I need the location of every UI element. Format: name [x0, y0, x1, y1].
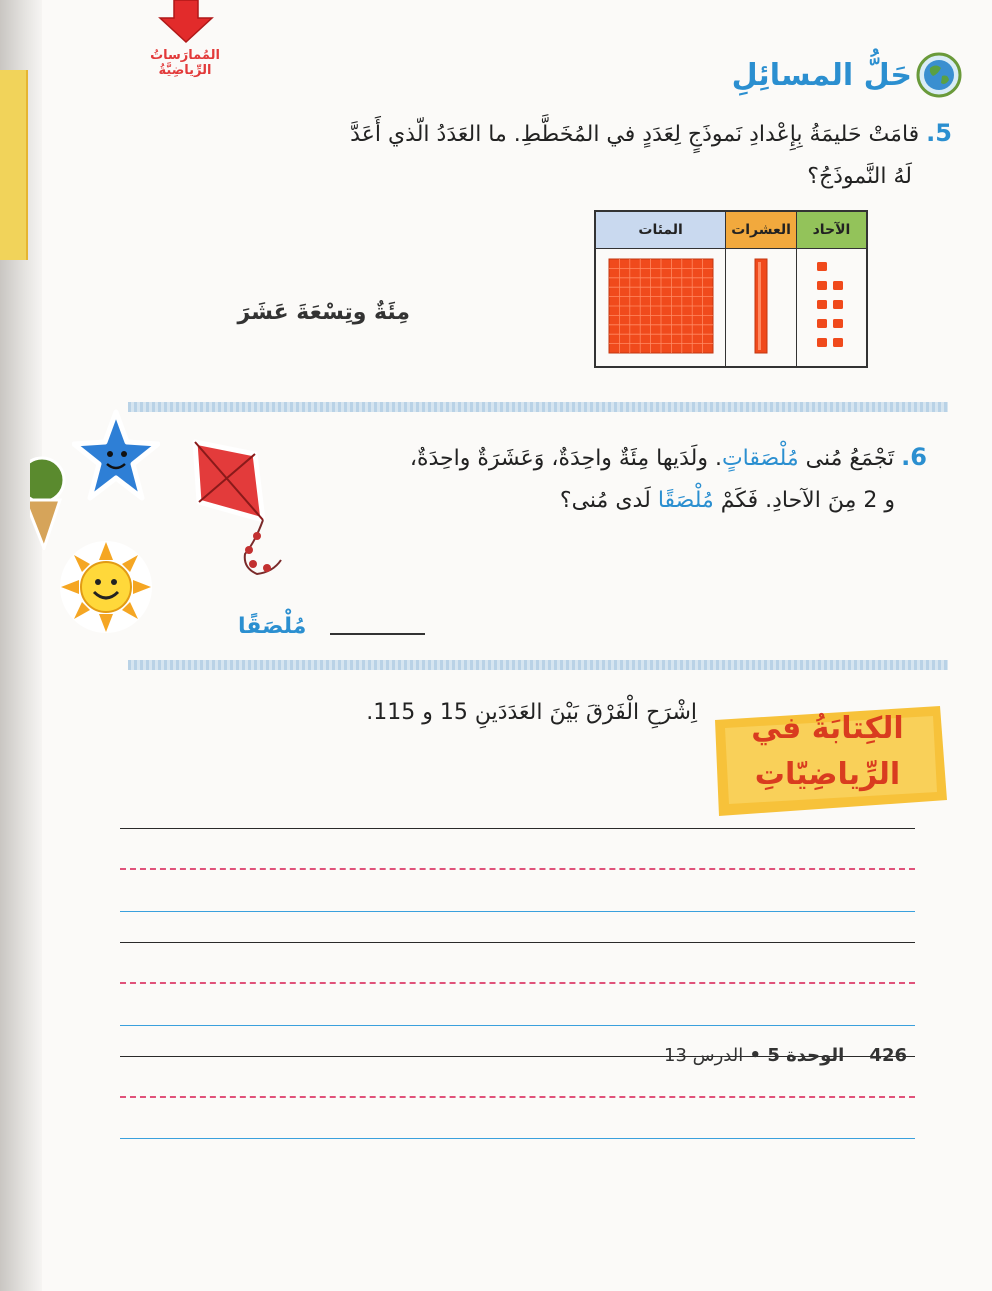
page-number: 426 [869, 1045, 907, 1066]
kite-sticker-icon [185, 432, 295, 584]
question-number: 6. [901, 443, 927, 471]
hundreds-cell [595, 249, 726, 368]
answer-unit: مُلْصَقًا [238, 614, 307, 639]
q5-answer: مِئَةٌ وتِسْعَةَ عَشَرَ [237, 300, 410, 325]
place-value-chart [594, 210, 868, 368]
hundred-flat-block [608, 258, 714, 354]
ice-cream-sticker-icon [30, 440, 70, 550]
ten-rod-block [753, 258, 769, 354]
sticker-highlight: مُلْصَقًا [657, 488, 714, 513]
page-footer [664, 1045, 907, 1066]
tens-header: العشرات [726, 211, 797, 249]
question-text-line2: لَهُ النَّموذَجُ؟ [807, 164, 912, 189]
writing-line-top[interactable] [120, 828, 915, 829]
unit-label: الوحدة 5 [767, 1045, 845, 1066]
sun-sticker-icon [56, 536, 156, 638]
question-number: 5. [926, 119, 952, 147]
writing-line-base [120, 1138, 915, 1139]
practices-label-line1: المُمارَساتُ [150, 48, 220, 63]
down-arrow-icon [158, 0, 214, 44]
question-text-line1: قامَتْ حَليمَةُ بِإِعْدادِ نَموذَجٍ لِعَدَدٍ في المُخَطَّطِ. ما العَدَدُ الّذي أَعَدَّ [350, 122, 920, 147]
section-divider [128, 660, 948, 670]
question-text-part: . ولَدَيها مِئَةٌ واحِدَةٌ، وَعَشَرَةٌ واحِدَةٌ، [409, 446, 722, 471]
section-title: حَلُّ المسائِلِ [731, 58, 912, 93]
question-text-part: و 2 مِنَ الآحادِ. فَكَمْ [713, 488, 895, 513]
lesson-label: الدرس 13 [664, 1045, 744, 1066]
writing-line-mid [120, 982, 915, 984]
question-text-part: تَجْمَعُ مُنى [798, 446, 895, 471]
writing-in-math-badge [705, 700, 950, 820]
stickers-highlight: مُلْصَقاتٍ [721, 446, 799, 471]
globe-icon [916, 52, 962, 98]
question-6 [287, 436, 927, 522]
tens-cell [726, 249, 797, 368]
answer-blank[interactable] [330, 633, 425, 635]
question-5 [112, 112, 952, 198]
badge-line1: الكِتابَةُ في [751, 711, 904, 746]
one-unit-blocks [811, 258, 851, 354]
writing-line-top[interactable] [120, 942, 915, 943]
star-sticker-icon [72, 408, 160, 508]
hundreds-header: المئات [595, 211, 726, 249]
practices-label [130, 48, 240, 78]
badge-line2: الرِّياضِيّاتِ [754, 757, 901, 792]
section-divider [128, 402, 948, 412]
writing-line-mid [120, 868, 915, 870]
writing-line-mid [120, 1096, 915, 1098]
spine-tab [0, 70, 28, 260]
practices-label-line2: الرِّياضِيَّةُ [158, 63, 212, 78]
writing-prompt: اِشْرَحِ الْفَرْقَ بَيْنَ العَدَدَينِ 15 و 115. [366, 700, 697, 725]
footer-separator: • [749, 1045, 762, 1066]
ones-cell [796, 249, 867, 368]
writing-line-base [120, 911, 915, 912]
question-text-part: لَدى مُنى؟ [559, 488, 658, 513]
ones-header: الآحاد [796, 211, 867, 249]
writing-line-base [120, 1025, 915, 1026]
